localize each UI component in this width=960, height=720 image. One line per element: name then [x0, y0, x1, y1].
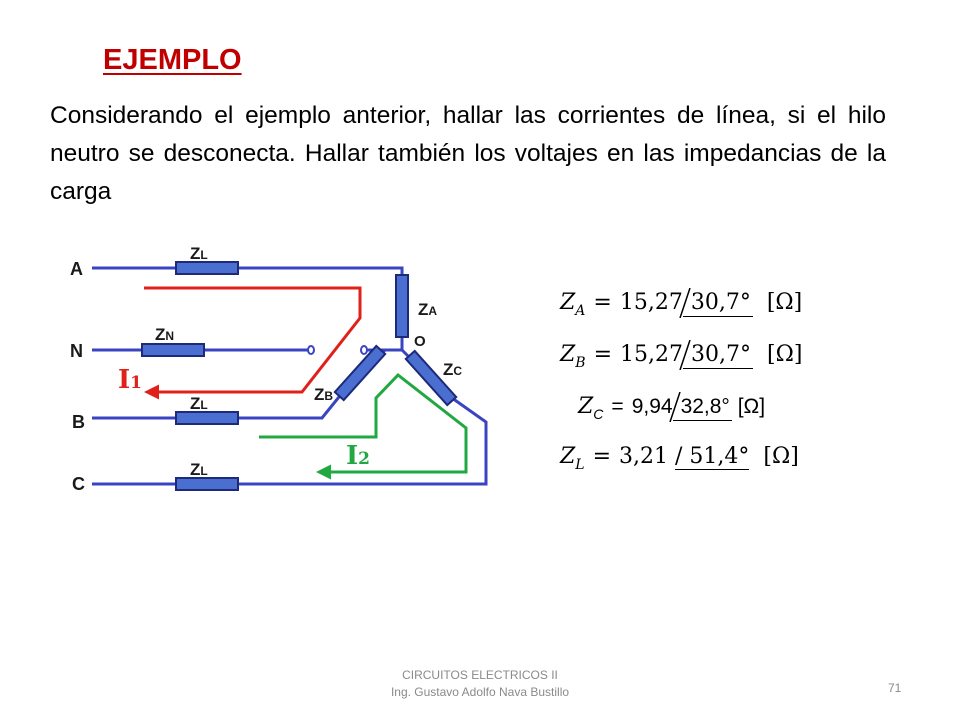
- label-zb: ZB: [314, 385, 334, 404]
- zc-angle: 32,8°: [680, 395, 730, 418]
- label-current-i1: I1: [118, 365, 143, 395]
- formula-zc: $Z_C = 9,94$ 32,8° [Ω]: [578, 394, 766, 422]
- current-i1-path: [144, 288, 360, 392]
- problem-statement: Considerando el ejemplo anterior, hallar las corrientes de línea, si el hilo neutro se desconecta. Hallar también los voltajes en las impedancias de la carga: [50, 102, 886, 205]
- label-line-c: C: [72, 474, 85, 494]
- zb-magnitude: 15,27: [620, 342, 684, 367]
- zl-a-resistor: [176, 262, 238, 274]
- zl-angle: / 51,4°: [675, 444, 750, 469]
- label-zl-c: ZL: [190, 460, 208, 479]
- page-number: 71: [888, 681, 902, 695]
- label-line-a: A: [70, 259, 83, 279]
- footer-course: CIRCUITOS ELECTRICOS II: [402, 668, 558, 682]
- formula-za: $Z_A = 15,27$ 30,7° [Ω]: [560, 290, 803, 319]
- zl-magnitude: 3,21: [619, 444, 669, 469]
- zb-unit: [Ω]: [767, 342, 803, 367]
- zb-angle: 30,7°: [691, 342, 751, 367]
- impedance-blocks: [142, 262, 456, 490]
- za-resistor: [396, 275, 408, 337]
- zn-resistor: [142, 344, 204, 356]
- footer: [0, 667, 960, 701]
- label-node-o: O: [414, 333, 426, 350]
- footer-author: Ing. Gustavo Adolfo Nava Bustillo: [390, 685, 570, 699]
- neutral-open-terminal-left: [308, 346, 314, 354]
- neutral-open-terminal-right: [361, 346, 367, 354]
- zl-b-resistor: [176, 412, 238, 424]
- za-unit: [Ω]: [766, 290, 803, 315]
- zl-c-resistor: [176, 478, 238, 490]
- label-current-i2: I2: [346, 441, 371, 471]
- label-za: ZA: [418, 300, 438, 319]
- label-line-b: B: [72, 412, 85, 432]
- label-zn: ZN: [155, 325, 175, 344]
- zl-unit: [Ω]: [763, 444, 799, 469]
- zb-resistor: [335, 346, 385, 400]
- slide-title: EJEMPLO: [103, 44, 242, 76]
- zc-unit: [Ω]: [737, 395, 766, 418]
- za-magnitude: 15,27: [619, 290, 683, 315]
- formula-zb: $Z_B = 15,27$ 30,7° [Ω]: [560, 342, 803, 371]
- za-angle: 30,7°: [690, 290, 751, 315]
- wire-a-load: [238, 268, 402, 275]
- zc-magnitude: 9,94: [631, 395, 673, 418]
- formula-zl: $Z_L = 3,21 / 51,4^\circ$ [Ω]: [560, 444, 799, 473]
- label-zc: ZC: [443, 360, 463, 379]
- label-zl-b: ZL: [190, 394, 208, 413]
- label-line-n: N: [70, 341, 83, 361]
- label-zl-a: ZL: [190, 244, 208, 263]
